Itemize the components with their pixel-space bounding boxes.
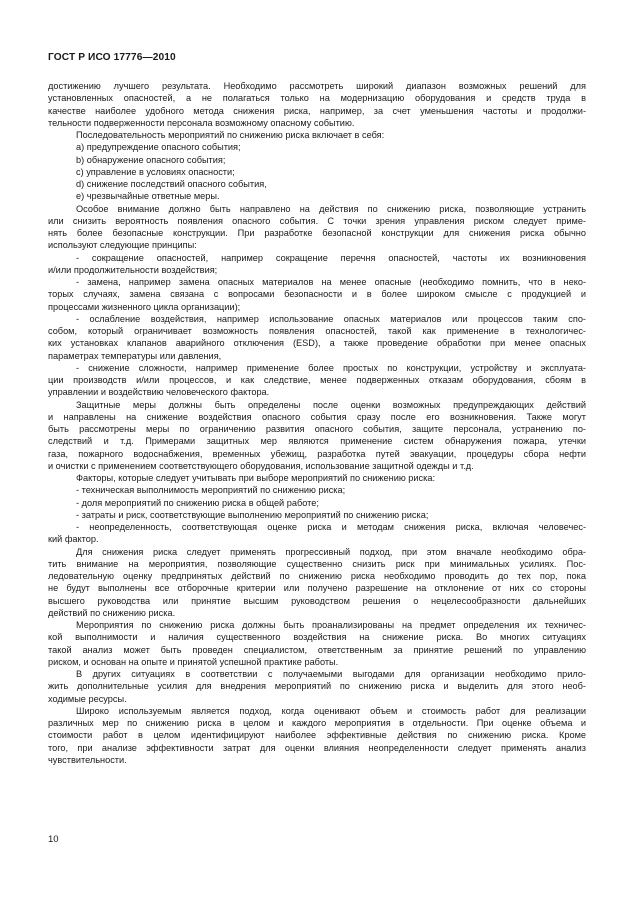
- text-line: и/или продолжительности воздействия;: [48, 264, 218, 275]
- text-line: установленных опасностей, а не полагаться только на модернизацию оборудования и средств труда в: [48, 93, 586, 104]
- text-line: кой выполнимости и наличия существенного воздействия на снижение риска. Во многих ситуациях: [48, 632, 586, 643]
- text-line: ции производств и/или процессов, и как следствие, менее подверженных отказам оборудования, сбоям в: [48, 375, 586, 385]
- text-line: высшего руководства или принятие высшим руководством решения о нецелесообразности дальнейших: [48, 595, 586, 606]
- list-item: a) предупреждение опасного события;: [76, 142, 241, 153]
- text-line: стоимости работ в целом идентифицируют наиболее эффективные действия по снижению риска. Кроме: [48, 730, 586, 741]
- text-line: чувствительности.: [48, 754, 127, 765]
- list-item: - ослабление воздействия, например использование опасных материалов или процессов таким спо-: [76, 313, 586, 324]
- text-line: следствий и т.д. Примерами защитных мер являются применение систем обнаружения пожара, утечки: [48, 436, 586, 447]
- list-item: - затраты и риск, соответствующие выполнению мероприятий по снижению риска;: [76, 509, 429, 520]
- list-item: d) снижение последствий опасного события,: [76, 179, 267, 189]
- text-line: параметрах температуры или давления,: [48, 350, 222, 361]
- list-item: - замена, например замена опасных материалов на менее опасные (необходимо помнить, что в неко-: [76, 277, 586, 287]
- text-line: В других ситуациях в соответствии с получаемыми выгодами для организации необходимо прило-: [76, 669, 586, 679]
- text-line: и направлены на снижение воздействия опасного события сразу после его возникновения. Также могут: [48, 411, 586, 422]
- list-item: - неопределенность, соответствующая оценке риска и методам снижения риска, включая человечес-: [76, 522, 586, 532]
- list-item: b) обнаружение опасного события;: [76, 154, 226, 165]
- text-line: действий по снижению риска.: [48, 607, 176, 618]
- text-line: процессами жизненного цикла организации);: [48, 301, 241, 312]
- text-line: торых случаях, замена связана с вопросами безопасности и в более широком смысле с продукцией и: [48, 289, 586, 300]
- text-line: собом, который ограничивает возможность появления опасностей, такой как применение в технологичес-: [48, 326, 586, 336]
- text-line: кий фактор.: [48, 534, 99, 545]
- text-line: Факторы, которые следует учитывать при выборе мероприятий по снижению риска:: [76, 473, 436, 483]
- page-header: ГОСТ Р ИСО 17776—2010: [48, 52, 176, 63]
- text-line: достижению лучшего результата. Необходимо рассмотреть широкий диапазон возможных решений для: [48, 81, 586, 91]
- text-line: Мероприятия по снижению риска должны быть проанализированы на предмет определения их техничес-: [76, 620, 586, 630]
- text-line: Защитные меры должны быть определены после оценки возможных предупреждающих действий: [76, 399, 586, 410]
- text-line: тельности подверженности персонала возможному опасному событию.: [48, 117, 355, 128]
- text-line: ходимые ресурсы.: [48, 693, 127, 704]
- text-line: или снизить вероятность появления опасного события. С точки зрения управления риском следует приме-: [48, 215, 586, 226]
- list-item: e) чрезвычайные ответные меры.: [76, 191, 220, 202]
- text-line: ледовательную оценку предпринятых действий по снижению риска необходимо проводить до тех пор, пока: [48, 571, 586, 581]
- text-line: Широко используемым является подход, когда оценивают объем и стоимость работ для реализации: [76, 705, 586, 716]
- text-line: риском, и основан на опыте и принятой успешной практике работы.: [48, 656, 339, 667]
- list-item: - техническая выполнимость мероприятий по снижению риска;: [76, 485, 346, 496]
- page-number: 10: [48, 834, 59, 845]
- text-line: тить внимание на мероприятия, позволяющие существенно снизить риск при минимальных усилиях. Пос-: [48, 558, 586, 569]
- text-line: такой анализ может быть проведен специалистом, ответственным за принятие решений по управлению: [48, 644, 586, 655]
- text-line: Для снижения риска следует применять прогрессивный подход, при этом вначале необходимо обра-: [76, 546, 586, 557]
- text-line: нять более безопасные конструкции. При разработке безопасной конструкции для снижения риска обычно: [48, 228, 586, 238]
- text-line: управлении и воздействию человеческого фактора.: [48, 387, 270, 398]
- text-line: не будут выполнены все отборочные критерии или получено разрешение на отклонение от них со стороны: [48, 583, 586, 594]
- text-line: ких установках клапанов аварийного отключения (ESD), а также проведение обработки при менее опасных: [48, 338, 586, 349]
- list-item: - сокращение опасностей, например сокращение перечня опасностей, частоты их возникновения: [76, 252, 586, 263]
- text-line: Последовательность мероприятий по снижению риска включает в себя:: [76, 130, 385, 140]
- text-line: и очистки с применением соответствующего оборудования, использование защитной одежды и т.д.: [48, 460, 474, 471]
- text-line: качестве наиболее удобного метода снижения риска, например, за счет уменьшения частоты и продолжи-: [48, 105, 586, 116]
- list-item: - снижение сложности, например применение более простых по конструкции, устройству и эксплуата-: [76, 362, 586, 373]
- text-line: того, при анализе эффективности затрат для оценки влияния неопределенности следует применять анализ: [48, 742, 586, 753]
- text-line: жить дополнительные усилия для внедрения мероприятий по снижению риска и выделить для этого необ-: [48, 681, 586, 692]
- list-item: c) управление в условиях опасности;: [76, 166, 235, 177]
- text-line: газа, пожарного водоснабжения, временных убежищ, разработка путей эвакуации, процедуры сбора нефти: [48, 448, 586, 459]
- text-line: используют следующие принципы:: [48, 240, 197, 251]
- document-body: [48, 80, 586, 766]
- text-line: быть рассмотрены меры по ограничению развития опасного события, защите персонала, устранению по-: [48, 424, 586, 434]
- text-line: Особое внимание должно быть направлено на действия по снижению риска, позволяющие устранить: [76, 203, 586, 214]
- text-line: различных мер по снижению риска в целом и каждого мероприятия в отдельности. При оценке объема и: [48, 718, 586, 728]
- list-item: - доля мероприятий по снижению риска в общей работе;: [76, 497, 319, 508]
